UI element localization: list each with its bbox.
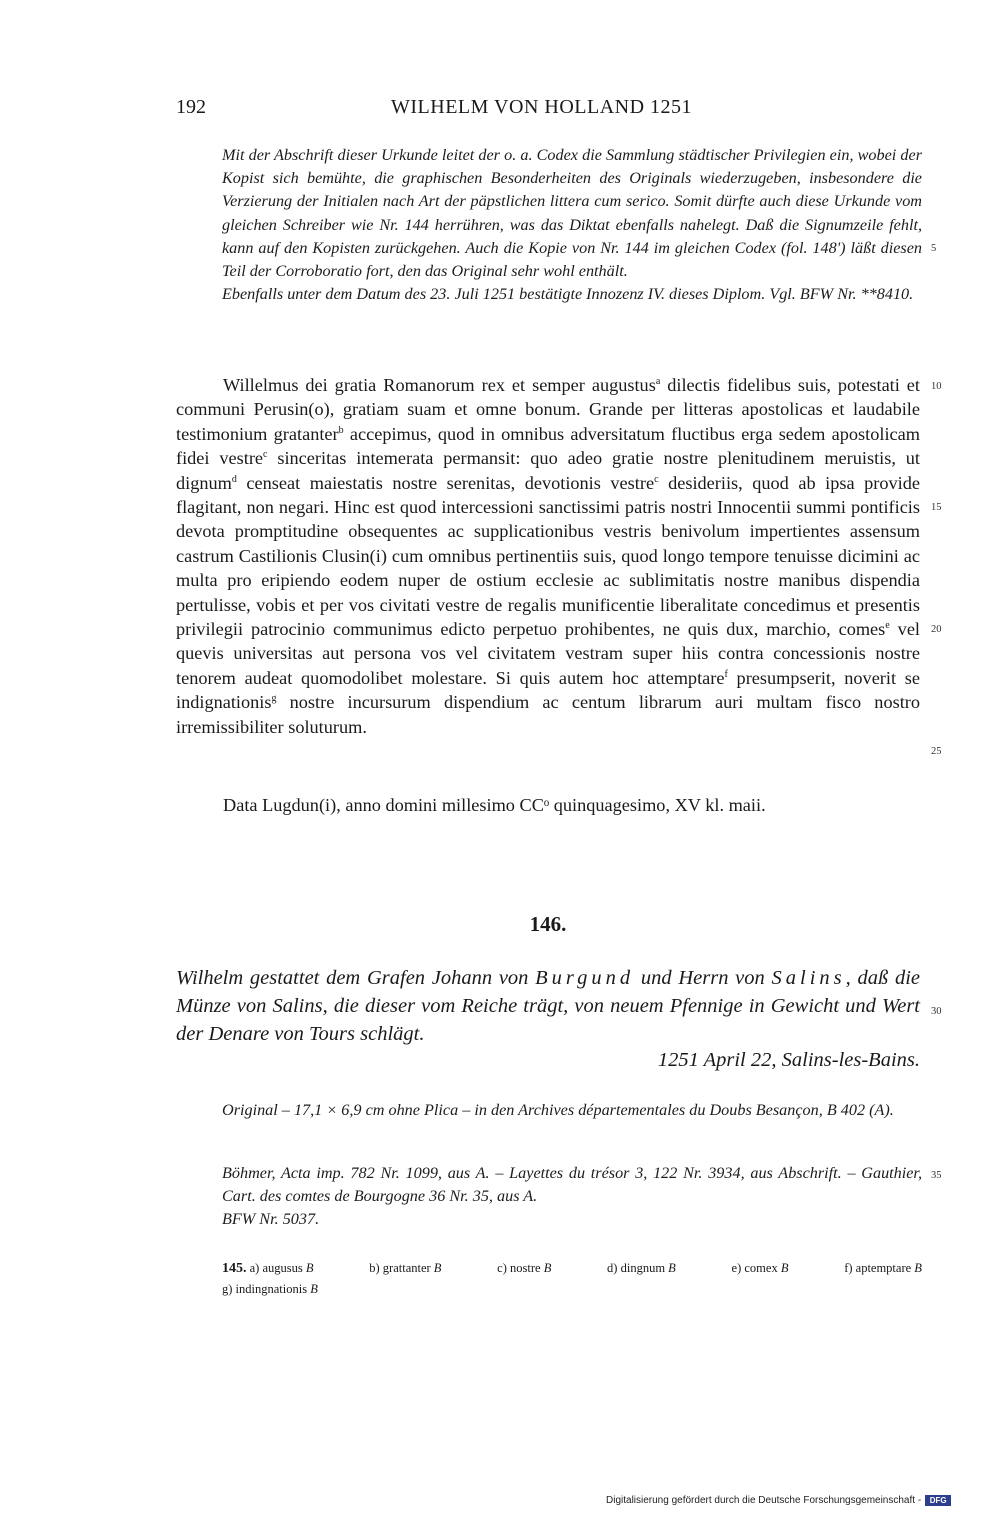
charter-text [176, 373, 920, 739]
margin-number: 30 [931, 1006, 942, 1017]
text-run: Willelmus dei gratia Romanorum rex et semper augustus [223, 375, 656, 395]
footnote-marker: a [655, 375, 661, 387]
text-run: sinceritas intemerata permansit: quo adeo gratie nostre plenitudinem meruistis, ut dignum [176, 448, 920, 493]
footnote-mark: c) [497, 1261, 507, 1275]
commentary-paragraph: Ebenfalls unter dem Datum des 23. Juli 1251 bestätigte Innozenz IV. dieses Diplom. Vgl. BFW Nr. **8410. [222, 285, 914, 304]
footnote-marker: f [724, 668, 728, 680]
footnote-siglum: B [433, 1261, 442, 1275]
digitization-footer [606, 1495, 951, 1506]
commentary-block [222, 144, 922, 306]
footnote-mark: a) [249, 1261, 260, 1275]
text-run: censeat maiestatis nostre serenitas, devotionis vestre [236, 472, 655, 493]
page-number: 192 [176, 96, 206, 118]
footnote-siglum: B [305, 1261, 314, 1275]
footnote-word: aptemptare [855, 1261, 912, 1275]
footnote-marker: c [263, 449, 268, 461]
footnote-item [607, 1258, 676, 1279]
footnote-item [369, 1258, 441, 1279]
footnote-row [222, 1258, 922, 1279]
footnote-item [732, 1258, 789, 1279]
charter-paragraph [176, 373, 920, 739]
text-run: Wilhelm gestattet dem Grafen Johann von [176, 967, 536, 989]
footnote-row [222, 1279, 922, 1299]
footnotes [222, 1258, 922, 1299]
margin-number: 10 [931, 381, 942, 392]
footnote-mark: e) [731, 1261, 742, 1275]
funding-note: Digitalisierung gefördert durch die Deutsche Forschungsgemeinschaft - [606, 1495, 922, 1506]
margin-number: 20 [931, 624, 942, 635]
running-title: WILHELM VON HOLLAND 1251 [391, 96, 693, 118]
regest [176, 965, 920, 1048]
place-name: Salins [771, 967, 846, 989]
footnote-siglum: B [780, 1261, 789, 1275]
text-run: und Herrn von [634, 967, 772, 989]
footnote-marker: e [885, 619, 890, 631]
tradition-note [222, 1099, 922, 1122]
page-header [176, 96, 921, 126]
footnote-mark: d) [607, 1261, 618, 1275]
footnote-item [497, 1258, 551, 1279]
text-run: vel quevis universitas aut persona vos vel civitatem vestram super hiis contra concessionis nostre tenorem audeat quomodolibet molestare. Si quis autem hoc attemptare [176, 619, 921, 688]
literature-note [222, 1162, 922, 1232]
margin-number: 35 [931, 1170, 942, 1181]
text-run: desideriis, quod ab ipsa provide flagitant, non negari. Hinc est quod intercessioni sanctissimi patris nostri Innocentii summi pontificis devota promptitudine obsequentes ac supplicationibus vestris benivolum impertientes assensum castrum Castilionis Clusin(i) cum omnibus pertinentiis suis, quod longo tempore tenuisse dicimini ac multa pro eripiendo eodem nuper de ostium ecclesie ac sublimitatis nostre manibus dispendia pertulisse, vobis et per vos civitati vestre de regalis munificentie liberalitate concedimus et presentis privilegii patrocinio communimus edicto perpetuo prohibentes, ne quis dux, marchio, comes [176, 472, 920, 640]
footnote-word: indingnationis [235, 1282, 308, 1296]
footnote-marker: g [271, 693, 277, 705]
tradition-text: Original – 17,1 × 6,9 cm ohne Plica – in den Archives départementales du Doubs Besançon, B 402 (A). [222, 1101, 894, 1119]
footnote-item [844, 1258, 922, 1279]
footnote-siglum: B [543, 1261, 552, 1275]
date-place: 1251 April 22, Salins-les-Bains. [657, 1049, 920, 1071]
footnote-siglum: B [668, 1261, 676, 1275]
document-number: 146. [529, 912, 567, 936]
dfg-logo: DFG [925, 1495, 951, 1506]
footnote-siglum: B [310, 1282, 318, 1296]
text-run: , daß die Münze von Salins, die dieser vom Reiche trägt, von neuem Pfennige in Gewicht und Wert der Denare von Tours schlägt. [176, 967, 920, 1045]
footnote-mark: b) [369, 1261, 380, 1275]
footnote-siglum: B [914, 1261, 922, 1275]
place-name: Burgund [535, 967, 635, 989]
footnote-marker: d [231, 473, 237, 485]
footnote-word: comex [744, 1261, 778, 1275]
dating-clause: Data Lugdun(i), anno domini millesimo CCᵒ quinquagesimo, XV kl. maii. [223, 795, 766, 815]
margin-number: 5 [931, 243, 937, 254]
literature-text: Böhmer, Acta imp. 782 Nr. 1099, aus A. – Layettes du trésor 3, 122 Nr. 3934, aus Abschrift. – Gauthier, Cart. des comtes de Bourgogne 36 Nr. 35, aus A. [222, 1164, 922, 1206]
footnote-mark: g) [222, 1282, 233, 1296]
margin-number: 15 [931, 502, 942, 513]
footnote-marker: c [654, 473, 659, 485]
footnote-word: dingnum [620, 1261, 666, 1275]
footnote-marker: b [338, 424, 344, 436]
footnote-word: nostre [510, 1261, 541, 1275]
text-run: presumpserit, noverit se indignationis [176, 667, 920, 713]
regest-text [176, 965, 920, 1048]
text-run: accepimus, quod in omnibus adversitatum fluctibus erga sedem apostolicam fidei vestre [176, 423, 920, 469]
literature-text: BFW Nr. 5037. [222, 1210, 320, 1229]
footnote-word: grattanter [382, 1261, 431, 1275]
text-run: nostre incursurum dispendium ac centum librarum auri multam fisco nostro irremissibiliter soluturum. [176, 692, 920, 737]
footnote-item [222, 1282, 318, 1296]
footnote-mark: f) [844, 1261, 853, 1275]
margin-number: 25 [931, 746, 942, 757]
text-run: dilectis fidelibus suis, potestati et communi Perusin(o), gratiam suam et omne bonum. Grande per litteras apostolicas et laudabile testimonium gratanter [176, 375, 920, 444]
commentary-paragraph: Mit der Abschrift dieser Urkunde leitet der o. a. Codex die Sammlung städtischer Privilegien ein, wobei der Kopist sich bemühte, die graphischen Besonderheiten des Originals wiederzugeben, insbesondere die Verzierung der Initialen nach Art der päpstlichen littera cum serico. Somit dürfte auch diese Urkunde vom gleichen Schreiber wie Nr. 144 herrühren, was das Diktat ebenfalls nahelegt. Daß die Signumzeile fehlt, kann auf den Kopisten zurückgehen. Auch die Kopie von Nr. 144 im gleichen Codex (fol. 148') läßt diesen Teil der Corroboratio fort, den das Original sehr wohl enthält. [222, 146, 922, 281]
footnote-word: augusus [262, 1261, 303, 1275]
footnote-item [222, 1258, 314, 1279]
footnote-ref: 145. [222, 1261, 247, 1276]
